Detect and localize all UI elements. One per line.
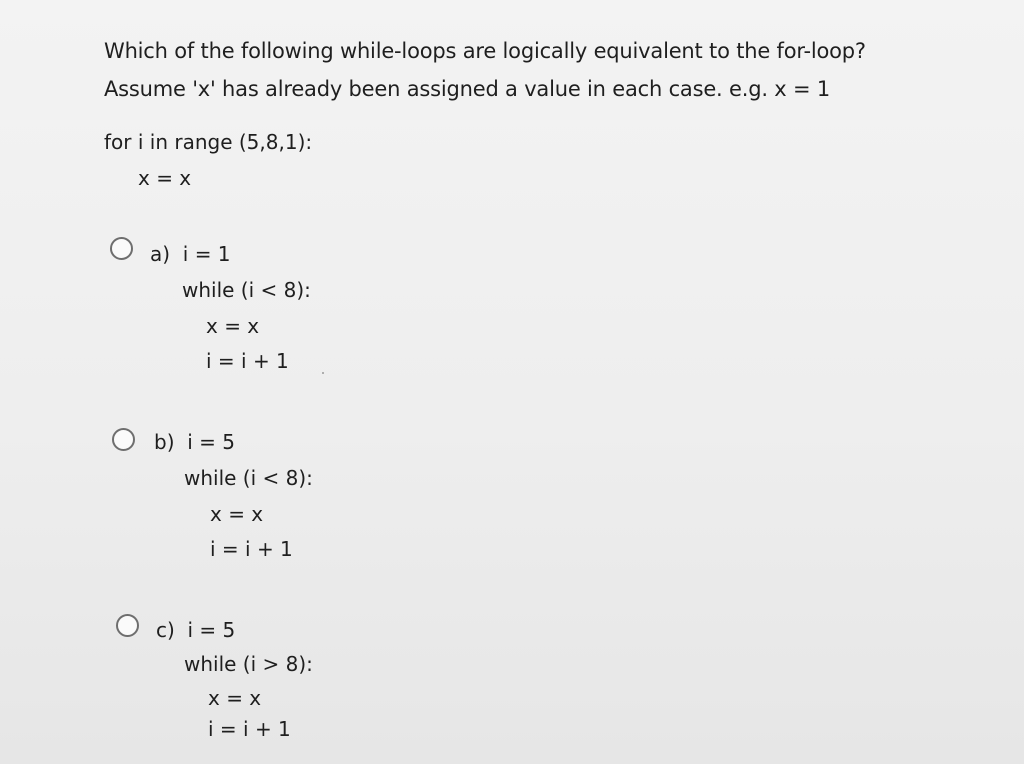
screen-speck xyxy=(322,372,324,374)
option-c-while: while (i > 8): xyxy=(184,652,313,676)
option-c[interactable] xyxy=(110,608,410,758)
option-c-radio[interactable] xyxy=(116,614,139,637)
option-a-while: while (i < 8): xyxy=(182,278,311,302)
option-b-body-2: i = i + 1 xyxy=(210,537,293,561)
option-b-while: while (i < 8): xyxy=(184,466,313,490)
option-a-body-1: x = x xyxy=(206,314,260,338)
option-b[interactable] xyxy=(110,424,410,574)
option-b-body-1: x = x xyxy=(210,502,264,526)
option-a-init: a) i = 1 xyxy=(150,242,231,266)
option-b-radio[interactable] xyxy=(112,428,135,451)
option-c-body-2: i = i + 1 xyxy=(208,717,291,741)
for-loop-body: x = x xyxy=(138,166,192,190)
option-a-body-2: i = i + 1 xyxy=(206,349,289,373)
option-a-radio[interactable] xyxy=(110,237,133,260)
option-b-init: b) i = 5 xyxy=(154,430,235,454)
option-a[interactable] xyxy=(110,232,410,382)
option-c-init: c) i = 5 xyxy=(156,618,236,642)
question-text xyxy=(104,32,984,108)
question-line-2: Assume 'x' has already been assigned a value in each case. e.g. x = 1 xyxy=(104,77,831,101)
option-c-body-1: x = x xyxy=(208,686,262,710)
for-loop-header: for i in range (5,8,1): xyxy=(104,130,313,154)
question-line-1: Which of the following while-loops are logically equivalent to the for-loop? xyxy=(104,39,866,63)
